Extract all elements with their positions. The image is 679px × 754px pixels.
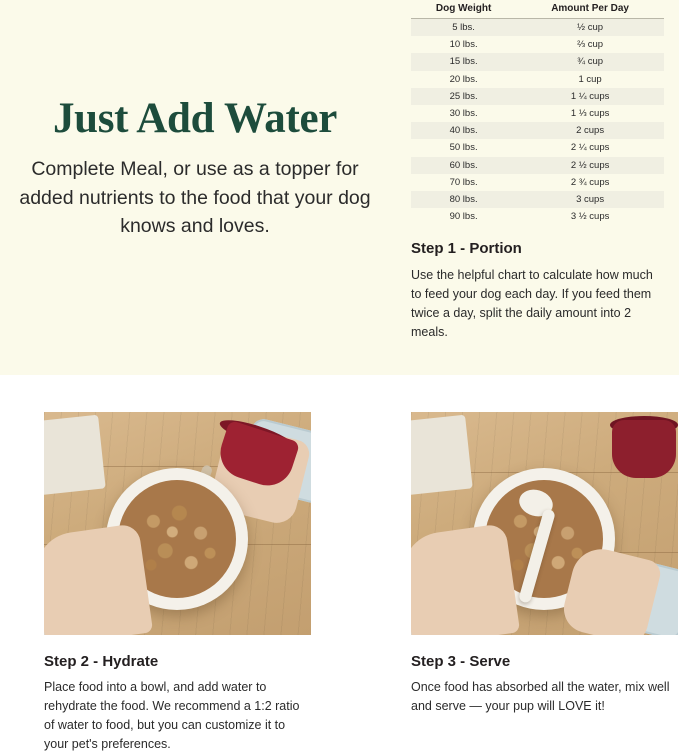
hero-text-block [0,96,390,241]
feeding-chart [411,0,664,225]
cell-weight: 60 lbs. [449,159,478,171]
step-3-body: Once food has absorbed all the water, mix well and serve — your pup will LOVE it! [411,680,670,713]
cell-amount: 2 ½ cups [570,159,610,171]
hero-subhead: Complete Meal, or use as a topper for added nutrients to the food that your dog knows and loves. [19,158,371,238]
step-2-block [44,412,311,754]
step-3-block [411,412,678,716]
kitchen-towel [44,415,106,496]
measuring-cup [612,420,676,478]
cell-weight: 5 lbs. [452,22,475,34]
step-3-photo [411,412,678,635]
cell-amount: ½ cup [577,22,604,34]
feeding-table [411,0,664,225]
feeding-table-head [411,0,664,19]
step-3-title: Step 3 - Serve [411,653,511,670]
cell-weight: 15 lbs. [449,56,478,68]
table-row [411,88,664,105]
cell-amount: 2 ¼ cups [570,142,610,154]
kitchen-towel [411,415,473,496]
cell-amount: ⅔ cup [577,39,604,51]
table-row [411,157,664,174]
table-row [411,19,664,37]
table-row [411,122,664,139]
cell-amount: 1 ¼ cups [570,90,610,102]
step-1-title: Step 1 - Portion [411,240,522,257]
table-row [411,191,664,208]
table-row [411,208,664,225]
table-row [411,174,664,191]
step-2-body: Place food into a bowl, and add water to rehydrate the food. We recommend a 1:2 ratio of water to food, but you can customize it to your pet's preferences. [44,680,300,751]
hand-icon [411,523,520,635]
table-row [411,139,664,156]
cell-amount: 3 cups [576,193,605,205]
table-row [411,36,664,53]
table-row [411,105,664,122]
cell-weight: 90 lbs. [449,211,478,223]
cell-weight: 70 lbs. [449,176,478,188]
cell-weight: 30 lbs. [449,108,478,120]
feeding-table-body [411,19,664,226]
cell-weight: 20 lbs. [449,73,478,85]
table-header-row [411,0,664,19]
table-row [411,71,664,88]
cell-weight: 40 lbs. [449,125,478,137]
column-header-amount-per-day: Amount Per Day [516,0,664,19]
cell-weight: 80 lbs. [449,193,478,205]
cell-amount: ¾ cup [577,56,604,68]
cell-weight: 50 lbs. [449,142,478,154]
page-title: Just Add Water [52,95,338,142]
cell-amount: 1 cup [578,73,602,85]
step-2-photo [44,412,311,635]
table-row [411,53,664,70]
cell-weight: 10 lbs. [449,39,478,51]
cell-amount: 3 ½ cups [570,211,610,223]
cell-amount: 1 ⅓ cups [570,108,610,120]
step-2-title: Step 2 - Hydrate [44,653,159,670]
cell-amount: 2 ¾ cups [570,176,610,188]
step-1-body: Use the helpful chart to calculate how much to feed your dog each day. If you feed them twice a day, split the daily amount into 2 meals. [411,268,653,339]
step-1-block [411,240,659,342]
cell-weight: 25 lbs. [449,90,478,102]
column-header-dog-weight: Dog Weight [411,0,516,19]
hand-icon [44,523,153,635]
cell-amount: 2 cups [576,125,605,137]
